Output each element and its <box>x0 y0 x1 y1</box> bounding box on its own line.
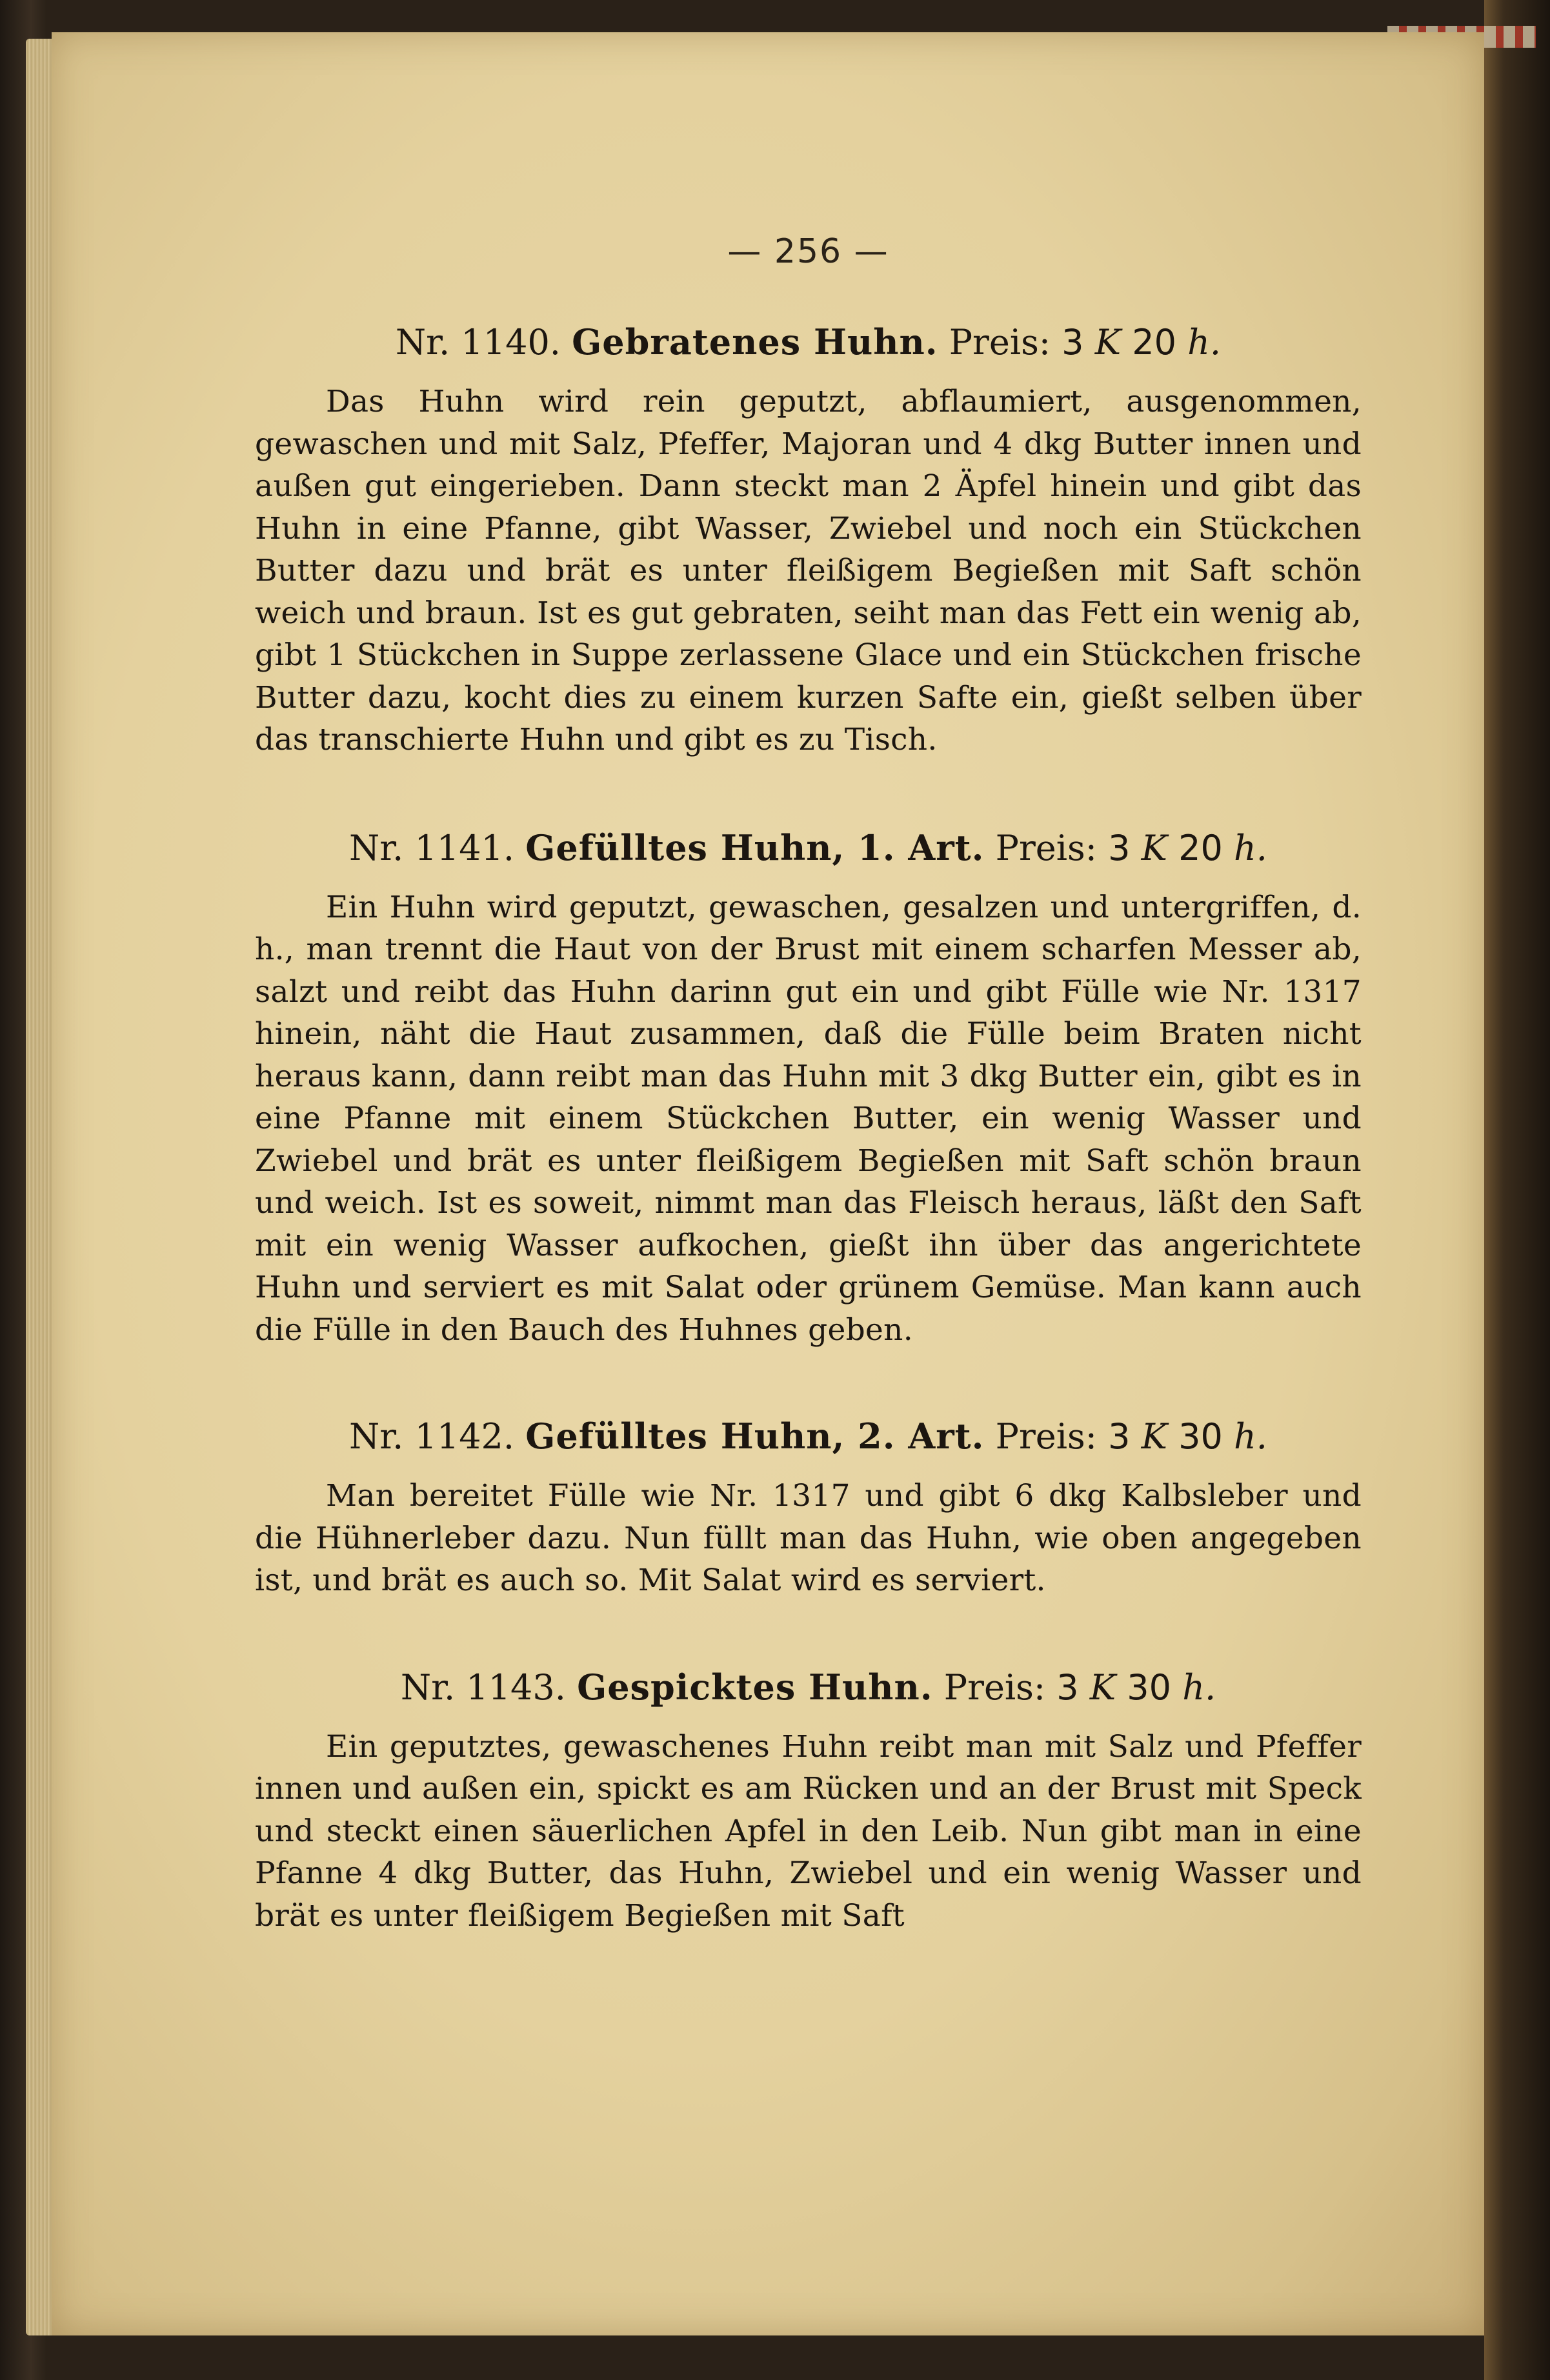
recipe-1143 <box>255 1666 1362 1937</box>
recipe-text: Ein Huhn wird geputzt, gewaschen, gesalzen und untergriffen, d. h., man trennt die Haut von der Brust mit einem scharfen Messer ab, salzt und reibt das Huhn darinn gut ein und gibt Fülle wie Nr. 1317 hinein, näht die Haut zusammen, daß die Fülle beim Braten nicht heraus kann, dann reibt man das Huhn mit 3 dkg Butter ein, gibt es in eine Pfanne mit einem Stückchen Butter, ein wenig Wasser und Zwiebel und brät es unter fleißigem Begießen mit Saft schön braun und weich. Ist es soweit, nimmt man das Fleisch heraus, läßt den Saft mit ein wenig Wasser aufkochen, gießt ihn über das angerichtete Huhn und serviert es mit Salat oder grünem Gemüse. Man kann auch die Fülle in den Bauch des Huhnes geben. <box>255 889 1362 1348</box>
currency-h: h. <box>1234 827 1267 868</box>
recipe-text: Man bereitet Fülle wie Nr. 1317 und gibt 6 dkg Kalbsleber und die Hühnerleber dazu. Nun füllt man das Huhn, wie oben angegeben ist, und brät es auch so. Mit Salat wird es serviert. <box>255 1478 1362 1598</box>
recipe-1142 <box>255 1415 1362 1602</box>
recipe-text: Das Huhn wird rein geputzt, abflaumiert, ausgenommen, gewaschen und mit Salz, Pfeffer, Majoran und 4 dkg Butter innen und außen gut eingerieben. Dann steckt man 2 Äpfel hinein und gibt das Huhn in eine Pfanne, gibt Wasser, Zwiebel und noch ein Stückchen Butter dazu und brät es unter fleißigem Begießen mit Saft schön weich und braun. Ist es gut gebraten, seiht man das Fett ein wenig ab, gibt 1 Stückchen in Suppe zerlassene Glace und ein Stückchen frische Butter dazu, kocht dies zu einem kurzen Safte ein, gießt selben über das transchierte Huhn und gibt es zu Tisch. <box>255 384 1362 757</box>
recipe-title: Gefülltes Huhn, 1. Art. <box>525 826 985 868</box>
recipe-number: Nr. 1143. <box>400 1666 566 1708</box>
price-value: 3 <box>1056 1666 1079 1708</box>
recipe-heading <box>255 321 1362 363</box>
currency-k: K <box>1141 827 1167 868</box>
recipe-1141 <box>255 827 1362 1352</box>
currency-h: h. <box>1182 1666 1216 1708</box>
recipe-number: Nr. 1141. <box>349 827 515 868</box>
recipe-heading <box>255 1415 1362 1457</box>
page-number: — 256 — <box>727 232 889 271</box>
currency-h: h. <box>1234 1416 1267 1457</box>
recipe-number: Nr. 1142. <box>349 1416 515 1457</box>
recipe-heading <box>255 827 1362 868</box>
price-label: Preis: <box>995 827 1097 868</box>
page-content <box>255 232 1362 1937</box>
price-label: Preis: <box>949 322 1051 363</box>
price-minor: 30 <box>1178 1416 1223 1457</box>
price-value: 3 <box>1108 1416 1131 1457</box>
recipe-title: Gespicktes Huhn. <box>577 1666 933 1708</box>
currency-k: K <box>1141 1416 1167 1457</box>
currency-k: K <box>1094 322 1122 363</box>
recipe-number: Nr. 1140. <box>395 322 561 363</box>
price-label: Preis: <box>995 1416 1097 1457</box>
price-minor: 20 <box>1178 827 1223 868</box>
recipe-1140 <box>255 321 1362 761</box>
recipe-title: Gebratenes Huhn. <box>572 321 938 363</box>
recipe-text: Ein geputztes, gewaschenes Huhn reibt man mit Salz und Pfeffer innen und außen ein, spickt es am Rücken und an der Brust mit Speck und steckt einen säuerlichen Apfel in den Leib. Nun gibt man in eine Pfanne 4 dkg Butter, das Huhn, Zwiebel und ein wenig Wasser und brät es unter fleißigem Begießen mit Saft <box>255 1728 1362 1934</box>
price-value: 3 <box>1062 322 1084 363</box>
book-gutter <box>1484 0 1550 2380</box>
currency-k: K <box>1089 1666 1116 1708</box>
price-minor: 20 <box>1132 322 1176 363</box>
currency-h: h. <box>1187 322 1222 363</box>
price-minor: 30 <box>1127 1666 1172 1708</box>
price-label: Preis: <box>943 1666 1046 1708</box>
price-value: 3 <box>1108 827 1131 868</box>
recipe-heading <box>255 1666 1362 1708</box>
recipe-title: Gefülltes Huhn, 2. Art. <box>525 1415 985 1457</box>
